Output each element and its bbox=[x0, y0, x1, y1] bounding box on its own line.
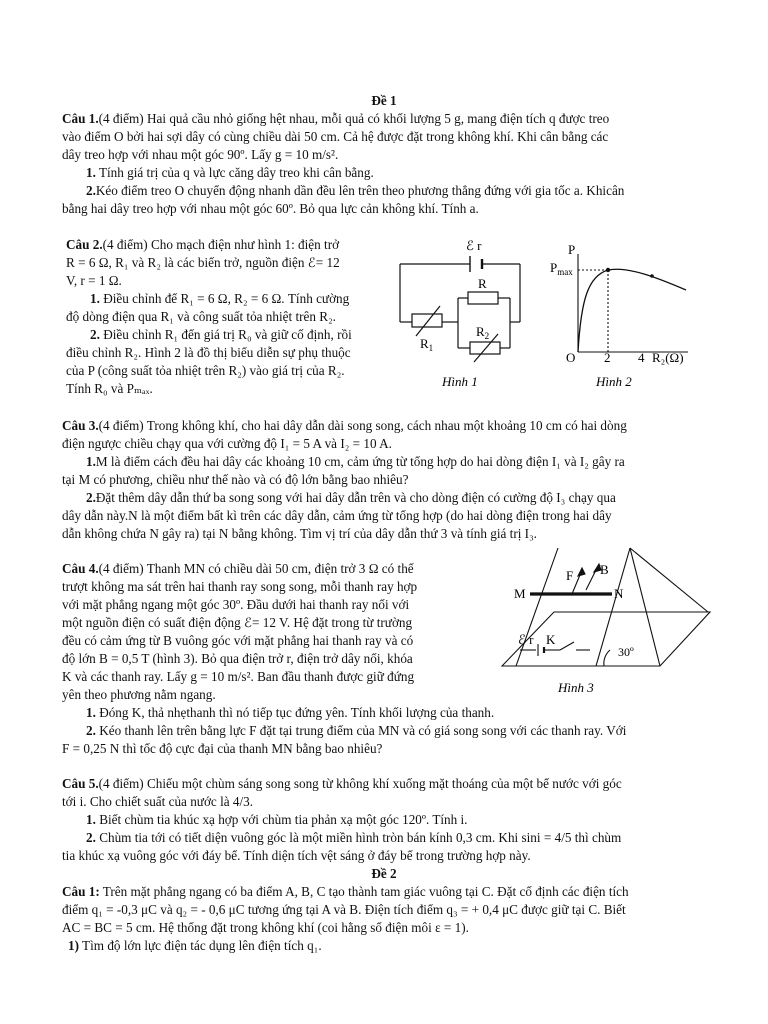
q2-part-2-num: 2. bbox=[90, 327, 100, 342]
fig1-caption: Hình 1 bbox=[442, 374, 478, 389]
e2-q1-line-1 bbox=[62, 884, 702, 900]
q2-line-3: V, r = 1 Ω. bbox=[66, 273, 122, 288]
q3-part-2-line-3: dẫn không chứa N gây ra) tại N bằng không. Tìm vị trí của dây dẫn thứ 3 và tính giá trị I₃. bbox=[62, 526, 537, 541]
q2-part-2-line-4: Tính R₀ và Pₘₐₓ. bbox=[66, 381, 153, 396]
exam-1-title: Đề 1 bbox=[371, 93, 397, 108]
figure-3-inclined-rails bbox=[500, 546, 712, 698]
q2-part-1-line-2: độ dòng điện qua R₁ và công suất tỏa nhiệt trên R₂. bbox=[66, 309, 336, 324]
q3-part-2-line-2: dây dẫn này.N là một điểm bất kì trên các dây dẫn, cảm ứng từ tổng hợp (do hai dòng điện trong hai dây bbox=[62, 508, 612, 523]
fig2-tick-2: 2 bbox=[604, 350, 611, 365]
q1-line-2: vào điểm O bởi hai sợi dây có cùng chiều dài 50 cm. Cả hệ được đặt trong không khí. Khi cân bằng các bbox=[62, 129, 609, 144]
q3-line-2: điện ngược chiều chạy qua với cường độ I₁ = 5 A và I₂ = 10 A. bbox=[62, 436, 392, 451]
q1-part-2 bbox=[86, 183, 702, 199]
q4-line-3: với mặt phẳng ngang một góc 30º. Đầu dưới hai thanh ray nối với bbox=[62, 597, 410, 612]
q5-part-2-num: 2. bbox=[86, 830, 96, 845]
e2-q1-line-2: điểm q₁ = -0,3 μC và q₂ = - 0,6 μC tương ứng tại A và B. Điện tích điểm q₃ = + 0,4 μC được giữ tại C. Biết bbox=[62, 902, 626, 917]
fig3-label-k: K bbox=[546, 632, 556, 647]
q3-part-1-text-1: M là điểm cách đều hai dây các khoảng 10 cm, cảm ứng từ tổng hợp do hai dòng điện I₁ và I₂ gây ra bbox=[95, 454, 625, 469]
e2-q1-part-1-num: 1) bbox=[68, 938, 79, 953]
q4-part-1-num: 1. bbox=[86, 705, 96, 720]
fig3-label-n: N bbox=[614, 586, 624, 601]
e2-q1-part-1-text: Tìm độ lớn lực điện tác dụng lên điện tích q₁. bbox=[79, 938, 322, 953]
exam-2-title: Đề 2 bbox=[371, 866, 397, 881]
q4-line-4: một nguồn điện có suất điện động ℰ= 12 V. Hệ đặt trong từ trường bbox=[62, 615, 413, 630]
q2-part-2-text-1: Điều chỉnh R₁ đến giá trị R₀ và giữ cố định, rồi bbox=[99, 327, 352, 342]
figure-1-circuit bbox=[392, 236, 532, 392]
e2-q1-line-3: AC = BC = 5 cm. Hệ thống đặt trong không khí (coi hằng số điện môi ε = 1). bbox=[62, 920, 469, 935]
q3-part-1-line-2: tại M có phương, chiều như thế nào và có độ lớn bằng bao nhiêu? bbox=[62, 472, 409, 487]
q4-part-1 bbox=[86, 705, 702, 721]
q5-part-1-num: 1. bbox=[86, 812, 96, 827]
q4-heading: Câu 4. bbox=[62, 561, 99, 576]
fig3-caption: Hình 3 bbox=[558, 680, 594, 695]
fig2-caption: Hình 2 bbox=[596, 374, 632, 389]
q3-heading: Câu 3. bbox=[62, 418, 99, 433]
q3-part-1-num: 1. bbox=[86, 454, 96, 469]
q3-line-1 bbox=[62, 418, 702, 434]
fig3-label-source: ℰ r bbox=[518, 632, 534, 647]
q2-line-2: R = 6 Ω, R₁ và R₂ là các biến trở, nguồn điện ℰ= 12 bbox=[66, 255, 340, 270]
q4-line-7: K và các thanh ray. Lấy g = 10 m/s². Ban đầu thanh được giữ đứng bbox=[62, 669, 415, 684]
q1-part-1-num: 1. bbox=[86, 165, 96, 180]
q4-line-6: độ lớn B = 0,5 T (hình 3). Bỏ qua điện trở r, điện trở dây nối, khóa bbox=[62, 651, 413, 666]
q4-line-8: yên theo phương nằm ngang. bbox=[62, 687, 216, 702]
q1-line-3: dây treo hợp với nhau một góc 90º. Lấy g = 10 m/s². bbox=[62, 147, 339, 162]
q4-line-5: đều có cảm ứng từ B vuông góc với mặt phẳng hai thanh ray và có bbox=[62, 633, 414, 648]
fig3-label-m: M bbox=[514, 586, 526, 601]
q5-line-1 bbox=[62, 776, 702, 792]
fig2-y-label: P bbox=[568, 242, 576, 257]
fig3-label-b: B bbox=[600, 562, 609, 577]
q2-part-2-line-2: điều chỉnh R₂. Hình 2 là đồ thị biểu diễn sự phụ thuộc bbox=[66, 345, 351, 360]
e2-q1-part-1 bbox=[68, 938, 708, 954]
q5-text-1: (4 điểm) Chiếu một chùm sáng song song từ không khí xuống mặt thoáng của một bể nước với góc bbox=[98, 776, 622, 791]
q4-part-1-text: Đóng K, thả nhẹthanh thì nó tiếp tục đứng yên. Tính khối lượng của thanh. bbox=[95, 705, 495, 720]
q2-part-1-text-1: Điều chỉnh để R₁ = 6 Ω, R₂ = 6 Ω. Tính cường bbox=[99, 291, 350, 306]
q5-heading: Câu 5. bbox=[62, 776, 99, 791]
e2-q1-heading: Câu 1: bbox=[62, 884, 100, 899]
q1-part-2-text-1: Kéo điểm treo O chuyển động nhanh dần đều lên trên theo phương thẳng đứng với gia tốc a. Khicân bbox=[95, 183, 625, 198]
q1-part-1 bbox=[86, 165, 702, 181]
q1-line-1 bbox=[62, 111, 702, 127]
q5-part-1 bbox=[86, 812, 702, 828]
q5-part-2 bbox=[86, 830, 702, 846]
q4-part-2-line-2: F = 0,25 N thì tốc độ cực đại của thanh MN bằng bao nhiêu? bbox=[62, 741, 383, 756]
q2-part-1-num: 1. bbox=[90, 291, 100, 306]
q1-part-2-num: 2. bbox=[86, 183, 96, 198]
e2-q1-text-1: Trên mặt phẳng ngang có ba điểm A, B, C tạo thành tam giác vuông tại C. Đặt cố định các điện tích bbox=[99, 884, 629, 899]
q3-part-1 bbox=[86, 454, 702, 470]
q2-part-2-line-3: của P (công suất tỏa nhiệt trên R₂) vào giá trị của R₂. bbox=[66, 363, 345, 378]
fig1-source-label: ℰ r bbox=[466, 238, 482, 253]
q3-text-1: (4 điểm) Trong không khí, cho hai dây dẫn dài song song, cách nhau một khoảng 10 cm có hai dòng bbox=[98, 418, 627, 433]
q4-text-1: (4 điểm) Thanh MN có chiều dài 50 cm, điện trở 3 Ω có thể bbox=[98, 561, 414, 576]
fig2-origin-label: O bbox=[566, 350, 576, 365]
fig2-point bbox=[650, 274, 654, 278]
q3-part-2-num: 2. bbox=[86, 490, 96, 505]
fig2-x-label: R₂(Ω) bbox=[652, 350, 684, 365]
fig1-r2-label: $R_2$ bbox=[476, 324, 490, 341]
q4-line-2: trượt không ma sát trên hai thanh ray song song, mỗi thanh ray hợp bbox=[62, 579, 418, 594]
q3-part-2 bbox=[86, 490, 702, 506]
q2-text-1: (4 điểm) Cho mạch điện như hình 1: điện trở bbox=[102, 237, 340, 252]
q4-part-2 bbox=[86, 723, 702, 739]
fig2-tick-4: 4 bbox=[638, 350, 645, 365]
fig2-peak-point bbox=[606, 268, 610, 272]
q5-part-1-text: Biết chùm tia khúc xạ hợp với chùm tia phản xạ một góc 120º. Tính i. bbox=[95, 812, 468, 827]
fig1-r-label: R bbox=[478, 276, 487, 291]
q4-part-2-text-1: Kéo thanh lên trên bằng lực F đặt tại trung điểm của MN và có giá song song với các thanh ray. Với bbox=[95, 723, 627, 738]
fig2-pmax-label: $P_{max}$ bbox=[550, 260, 573, 277]
q4-part-2-num: 2. bbox=[86, 723, 96, 738]
figure-2-graph bbox=[548, 240, 708, 392]
q5-part-2-line-2: tia khúc xạ vuông góc với đáy bể. Tính diện tích vệt sáng ở đáy bể trong trường hợp này. bbox=[62, 848, 531, 863]
q1-part-1-text: Tính giá trị của q và lực căng dây treo khi cân bằng. bbox=[95, 165, 374, 180]
q5-line-2: tới i. Cho chiết suất của nước là 4/3. bbox=[62, 794, 254, 809]
q1-part-2-line-2: bằng hai dây treo hợp với nhau một góc 60º. Bỏ qua lực cản không khí. Tính a. bbox=[62, 201, 479, 216]
q1-heading: Câu 1. bbox=[62, 111, 99, 126]
q2-heading: Câu 2. bbox=[66, 237, 103, 252]
q5-part-2-text-1: Chùm tia tới có tiết diện vuông góc là một miền hình tròn bán kính 0,3 cm. Khi sini = 4/5 thì chùm bbox=[95, 830, 622, 845]
fig1-r1-label: $R_1$ bbox=[420, 336, 434, 353]
fig3-label-f: F bbox=[566, 568, 574, 583]
q1-text-1: (4 điểm) Hai quả cầu nhỏ giống hệt nhau, mỗi quả có khối lượng 5 g, mang điện tích q được treo bbox=[98, 111, 610, 126]
q3-part-2-text-1: Đặt thêm dây dẫn thứ ba song song với hai dây dẫn trên và cho dòng điện có cường độ I₃ chạy qua bbox=[95, 490, 616, 505]
fig3-label-angle: 30º bbox=[618, 645, 634, 659]
